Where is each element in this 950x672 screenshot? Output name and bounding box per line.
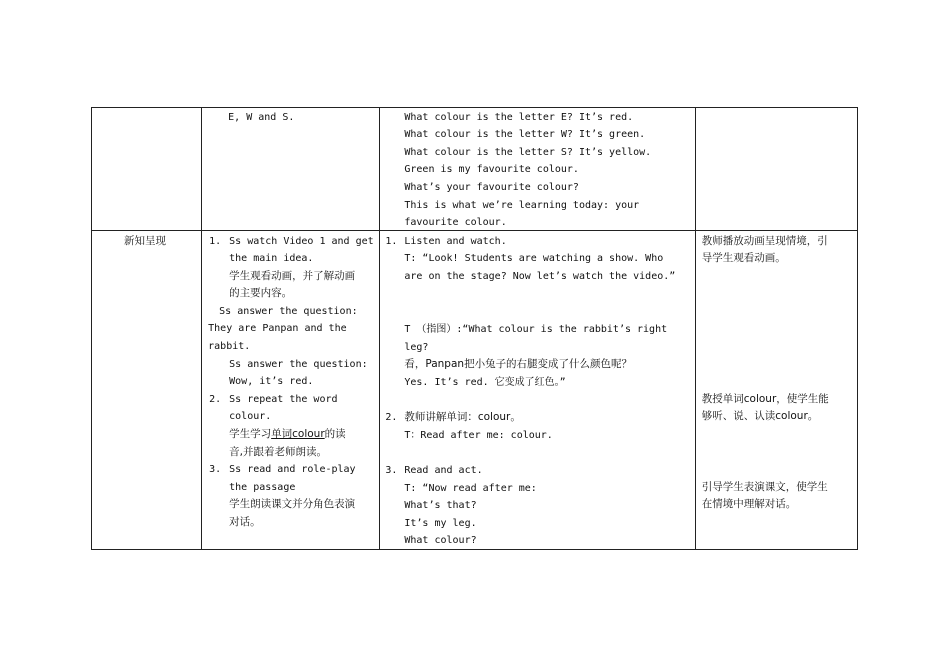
text-line: 教师讲解单词：colour。 [404, 411, 521, 423]
text-line: the main idea. [229, 253, 314, 264]
text-line: rabbit. [208, 341, 251, 352]
design-intent-cell [695, 108, 857, 231]
text-line: 导学生观看动画。 [701, 252, 786, 264]
text-line: T: “Look! Students are watching a show. Who [404, 253, 664, 264]
text-segment: 的读 [324, 428, 346, 440]
text-line: colour. [229, 411, 272, 422]
text-line: Yes. It’s red. 它变成了红色。” [404, 377, 566, 388]
stage-cell [92, 108, 202, 231]
text-line: Ss answer the question: [229, 359, 368, 370]
text-line [229, 428, 346, 441]
text-line: T：Read after me: colour. [404, 430, 553, 441]
text-line: favourite colour. [404, 217, 507, 228]
stage-cell [92, 231, 202, 550]
text-line: Ss answer the question: [219, 306, 358, 317]
list-number: 2. [385, 412, 398, 423]
text-line: What colour? [404, 535, 477, 546]
text-line: 学生朗读课文并分角色表演 [229, 498, 356, 510]
text-line: 对话。 [229, 516, 261, 528]
text-line: 够听、说、认读colour。 [701, 410, 819, 422]
text-line: 看，Panpan把小兔子的右腿变成了什么颜色呢？ [404, 358, 633, 370]
text-line: What colour is the letter S? It’s yellow. [404, 147, 652, 158]
underlined-word: 单词colour [271, 428, 325, 440]
text-line: This is what we’re learning today: your [404, 200, 640, 211]
text-line: Wow, it’s red. [229, 376, 314, 387]
text-line: What’s your favourite colour? [404, 182, 579, 193]
list-number: 3. [385, 465, 398, 476]
student-activity-cell [202, 108, 380, 231]
teacher-activity-cell [380, 231, 695, 550]
list-number: 2. [209, 394, 222, 405]
text-line: T: “Now read after me: [404, 483, 537, 494]
list-number: 1. [385, 236, 398, 247]
text-line: 在情境中理解对话。 [701, 498, 797, 510]
list-number: 1. [209, 236, 222, 247]
text-line: 学生观看动画，并了解动画 [229, 270, 356, 282]
text-line: What colour is the letter E? It’s red. [404, 112, 634, 123]
stage-label: 新知呈现 [124, 235, 166, 247]
table-row [92, 108, 858, 231]
text-line: Listen and watch. [404, 236, 507, 247]
text-line: Green is my favourite colour. [404, 164, 579, 175]
lesson-plan-table [91, 107, 858, 550]
text-line: 教授单词colour，使学生能 [701, 393, 829, 405]
text-line: 音,并跟着老师朗读。 [229, 446, 327, 458]
teacher-activity-cell [380, 108, 695, 231]
text-line: They are Panpan and the [208, 323, 347, 334]
text-line: What colour is the letter W? It’s green. [404, 129, 646, 140]
text-line: 引导学生表演课文，使学生 [701, 481, 828, 493]
design-intent-cell [695, 231, 857, 550]
text-line: 教师播放动画呈现情境，引 [701, 235, 828, 247]
text-line: the passage [229, 482, 296, 493]
text-line: Read and act. [404, 465, 483, 476]
text-line: Ss watch Video 1 and get [229, 236, 374, 247]
list-number: 3. [209, 464, 222, 475]
text-segment: 学生学习 [229, 428, 272, 440]
text-line: Ss read and role-play [229, 464, 356, 475]
text-line: Ss repeat the word [229, 394, 338, 405]
table-row [92, 231, 858, 550]
text-line: What’s that? [404, 500, 477, 511]
text-line: E, W and S. [228, 112, 295, 123]
text-line: It’s my leg. [404, 518, 477, 529]
student-activity-cell [202, 231, 380, 550]
text-line: T （指图）:“What colour is the rabbit’s right [404, 324, 668, 335]
text-line: leg? [404, 342, 429, 353]
text-line: 的主要内容。 [229, 287, 293, 299]
text-line: are on the stage? Now let’s watch the video.” [404, 271, 676, 282]
